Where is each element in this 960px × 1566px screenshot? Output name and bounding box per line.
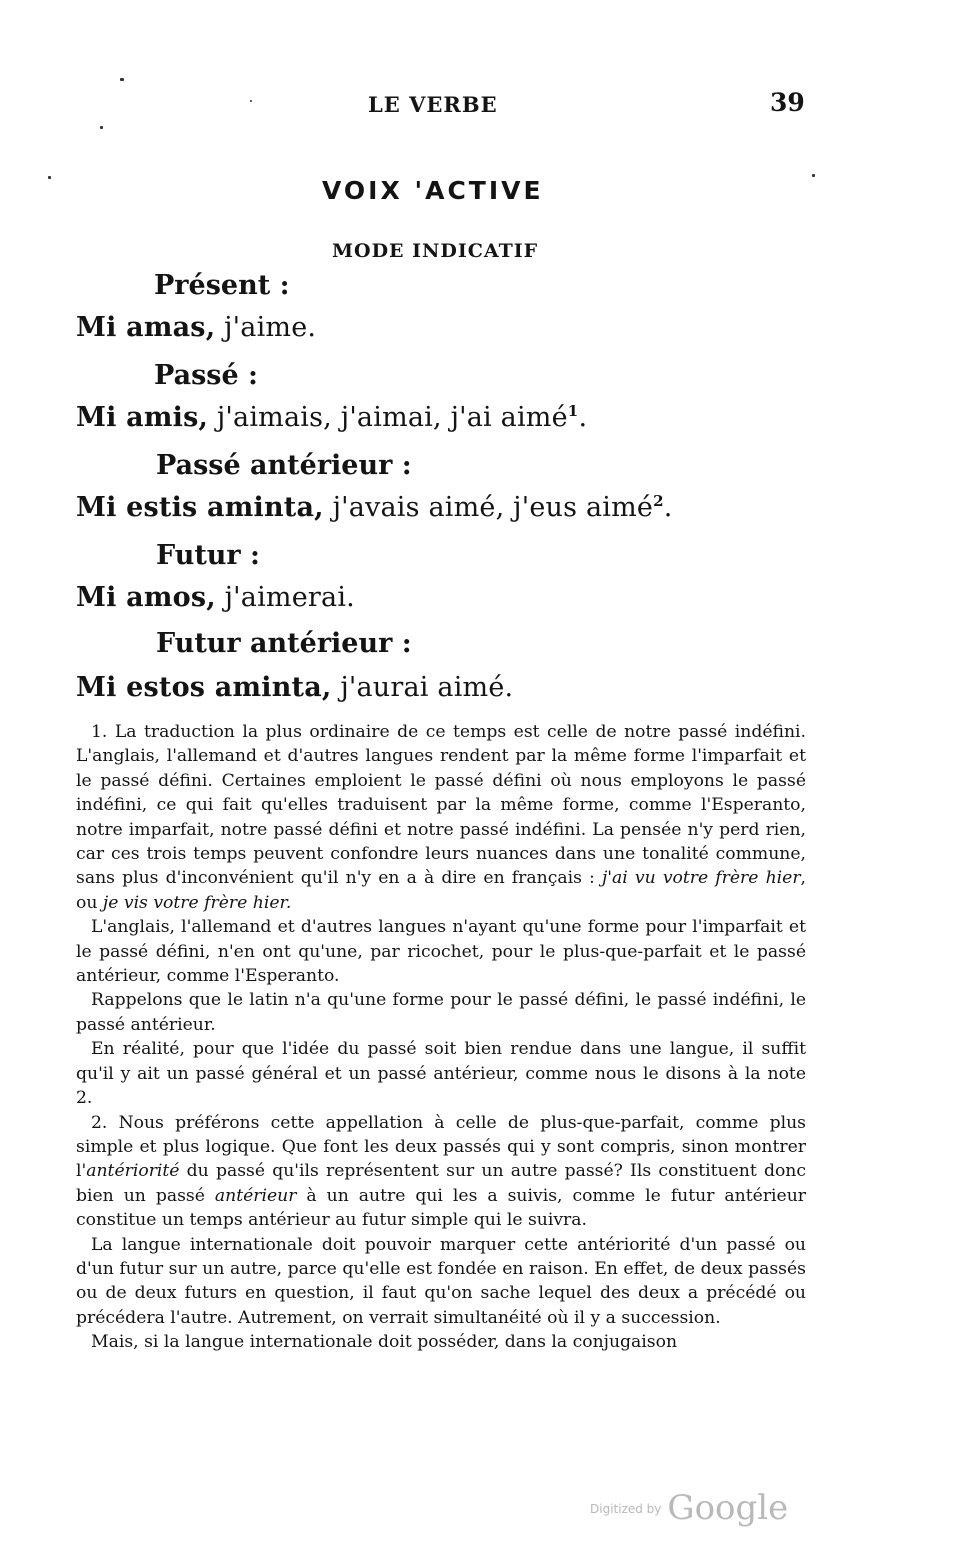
tense-label-past-anterior: Passé antérieur : <box>156 450 412 481</box>
digitization-watermark <box>590 1488 788 1528</box>
footnote-1-paragraph-2: L'anglais, l'allemand et d'autres langues n'ayant qu'une forme pour l'imparfait et le passé défini, n'en ont qu'une, par ricochet, pour le plus-que-parfait et le passé antérieur, comme l'Esperanto. <box>76 917 806 987</box>
french-translation: j'aurai aimé. <box>331 672 514 703</box>
section-title: VOIX 'ACTIVE <box>322 176 544 205</box>
footnote-mark: 2 <box>653 492 664 510</box>
subsection-title: MODE INDICATIF <box>332 240 539 262</box>
tense-example-past: Mi amis, j'aimais, j'aimai, j'ai aimé$^1$. <box>76 402 588 433</box>
french-translation: j'aimais, j'aimai, j'ai aimé <box>208 402 568 433</box>
footnote-1-paragraph-3: Rappelons que le latin n'a qu'une forme pour le passé défini, le passé indéfini, le passé antérieur. <box>76 990 806 1035</box>
french-translation: j'avais aimé, j'eus aimé <box>323 492 654 523</box>
example-phrase: j'ai vu votre frère hier <box>601 868 801 889</box>
esperanto-form: Mi amos, <box>76 582 216 613</box>
esperanto-form: Mi amis, <box>76 402 209 433</box>
tense-label-present: Présent : <box>154 270 290 301</box>
french-translation: j'aime. <box>215 312 317 343</box>
emphasized-term: antériorité <box>86 1161 180 1182</box>
footnote-1-paragraph-4: En réalité, pour que l'idée du passé soit bien rendue dans une langue, il suffit qu'il y ait un passé général et un passé antérieur, comme nous le disons à la note 2. <box>76 1039 806 1109</box>
tense-example-present <box>76 312 316 343</box>
footnotes <box>76 720 806 1355</box>
esperanto-form: Mi amas, <box>76 312 216 343</box>
footnote-1: 1. La traduction la plus ordinaire de ce temps est celle de notre passé indéfini. L'anglais, l'allemand et d'autres langues rendent par la même forme l'imparfait et le passé défini. Certaines emploient le passé défini où nous employons le passé indéfini, ce qui fait qu'elles traduisent par la même forme, comme l'Esperanto, notre imparfait, notre passé défini et notre passé indéfini. La pensée n'y perd rien, car ces trois temps peuvent confondre leurs nuances dans une tonalité commune, sans plus d'inconvénient qu'il n'y en a à dire en français : j'ai vu votre frère hier, ou je vis votre frère hier. <box>76 722 807 913</box>
footnote-2-paragraph-3: Mais, si la langue internationale doit posséder, dans la conjugaison <box>91 1332 678 1353</box>
ink-speck <box>812 174 815 177</box>
watermark-logo-text: Google <box>667 1488 789 1528</box>
example-phrase: je vis votre frère hier. <box>102 892 292 913</box>
tense-example-future <box>76 582 355 613</box>
footnote-2-paragraph-2: La langue internationale doit pouvoir marquer cette antériorité d'un passé ou d'un futur sur un autre, parce qu'elle est fondée en raison. En effet, de deux passés ou de deux futurs en question, il faut qu'on sache lequel des deux a précédé ou précédera l'autre. Autrement, on verrait simultanéité où il y a succession. <box>76 1234 806 1328</box>
ink-speck <box>48 176 51 179</box>
emphasized-term: antérieur <box>214 1185 297 1206</box>
ink-speck <box>100 126 103 129</box>
esperanto-form: Mi estis aminta, <box>76 492 324 523</box>
ink-speck <box>250 100 252 102</box>
footnote-2: 2. Nous préférons cette appellation à celle de plus-que-parfait, comme plus simple et plus logique. Que font les deux passés qui y sont compris, sinon montrer l'antériorité du passé qu'ils représentent sur un autre passé? Ils constituent donc bien un passé antérieur à un autre qui les a suivis, comme le futur antérieur constitue un temps antérieur au futur simple qui le suivra. <box>76 1112 806 1231</box>
tense-label-future-anterior: Futur antérieur : <box>156 628 412 659</box>
esperanto-form: Mi estos aminta, <box>76 672 332 703</box>
tense-example-future-anterior <box>76 672 513 703</box>
footnote-mark: 1 <box>567 402 579 420</box>
tense-example-past-anterior: Mi estis aminta, j'avais aimé, j'eus aimé$^2$. <box>76 492 673 523</box>
page-number: 39 <box>770 88 805 117</box>
tense-label-past: Passé : <box>154 360 259 391</box>
french-translation: j'aimerai. <box>215 582 355 613</box>
running-header: LE VERBE <box>368 92 498 117</box>
ink-speck <box>120 78 124 81</box>
watermark-prefix: Digitized by <box>590 1502 662 1516</box>
tense-label-future: Futur : <box>156 540 261 571</box>
